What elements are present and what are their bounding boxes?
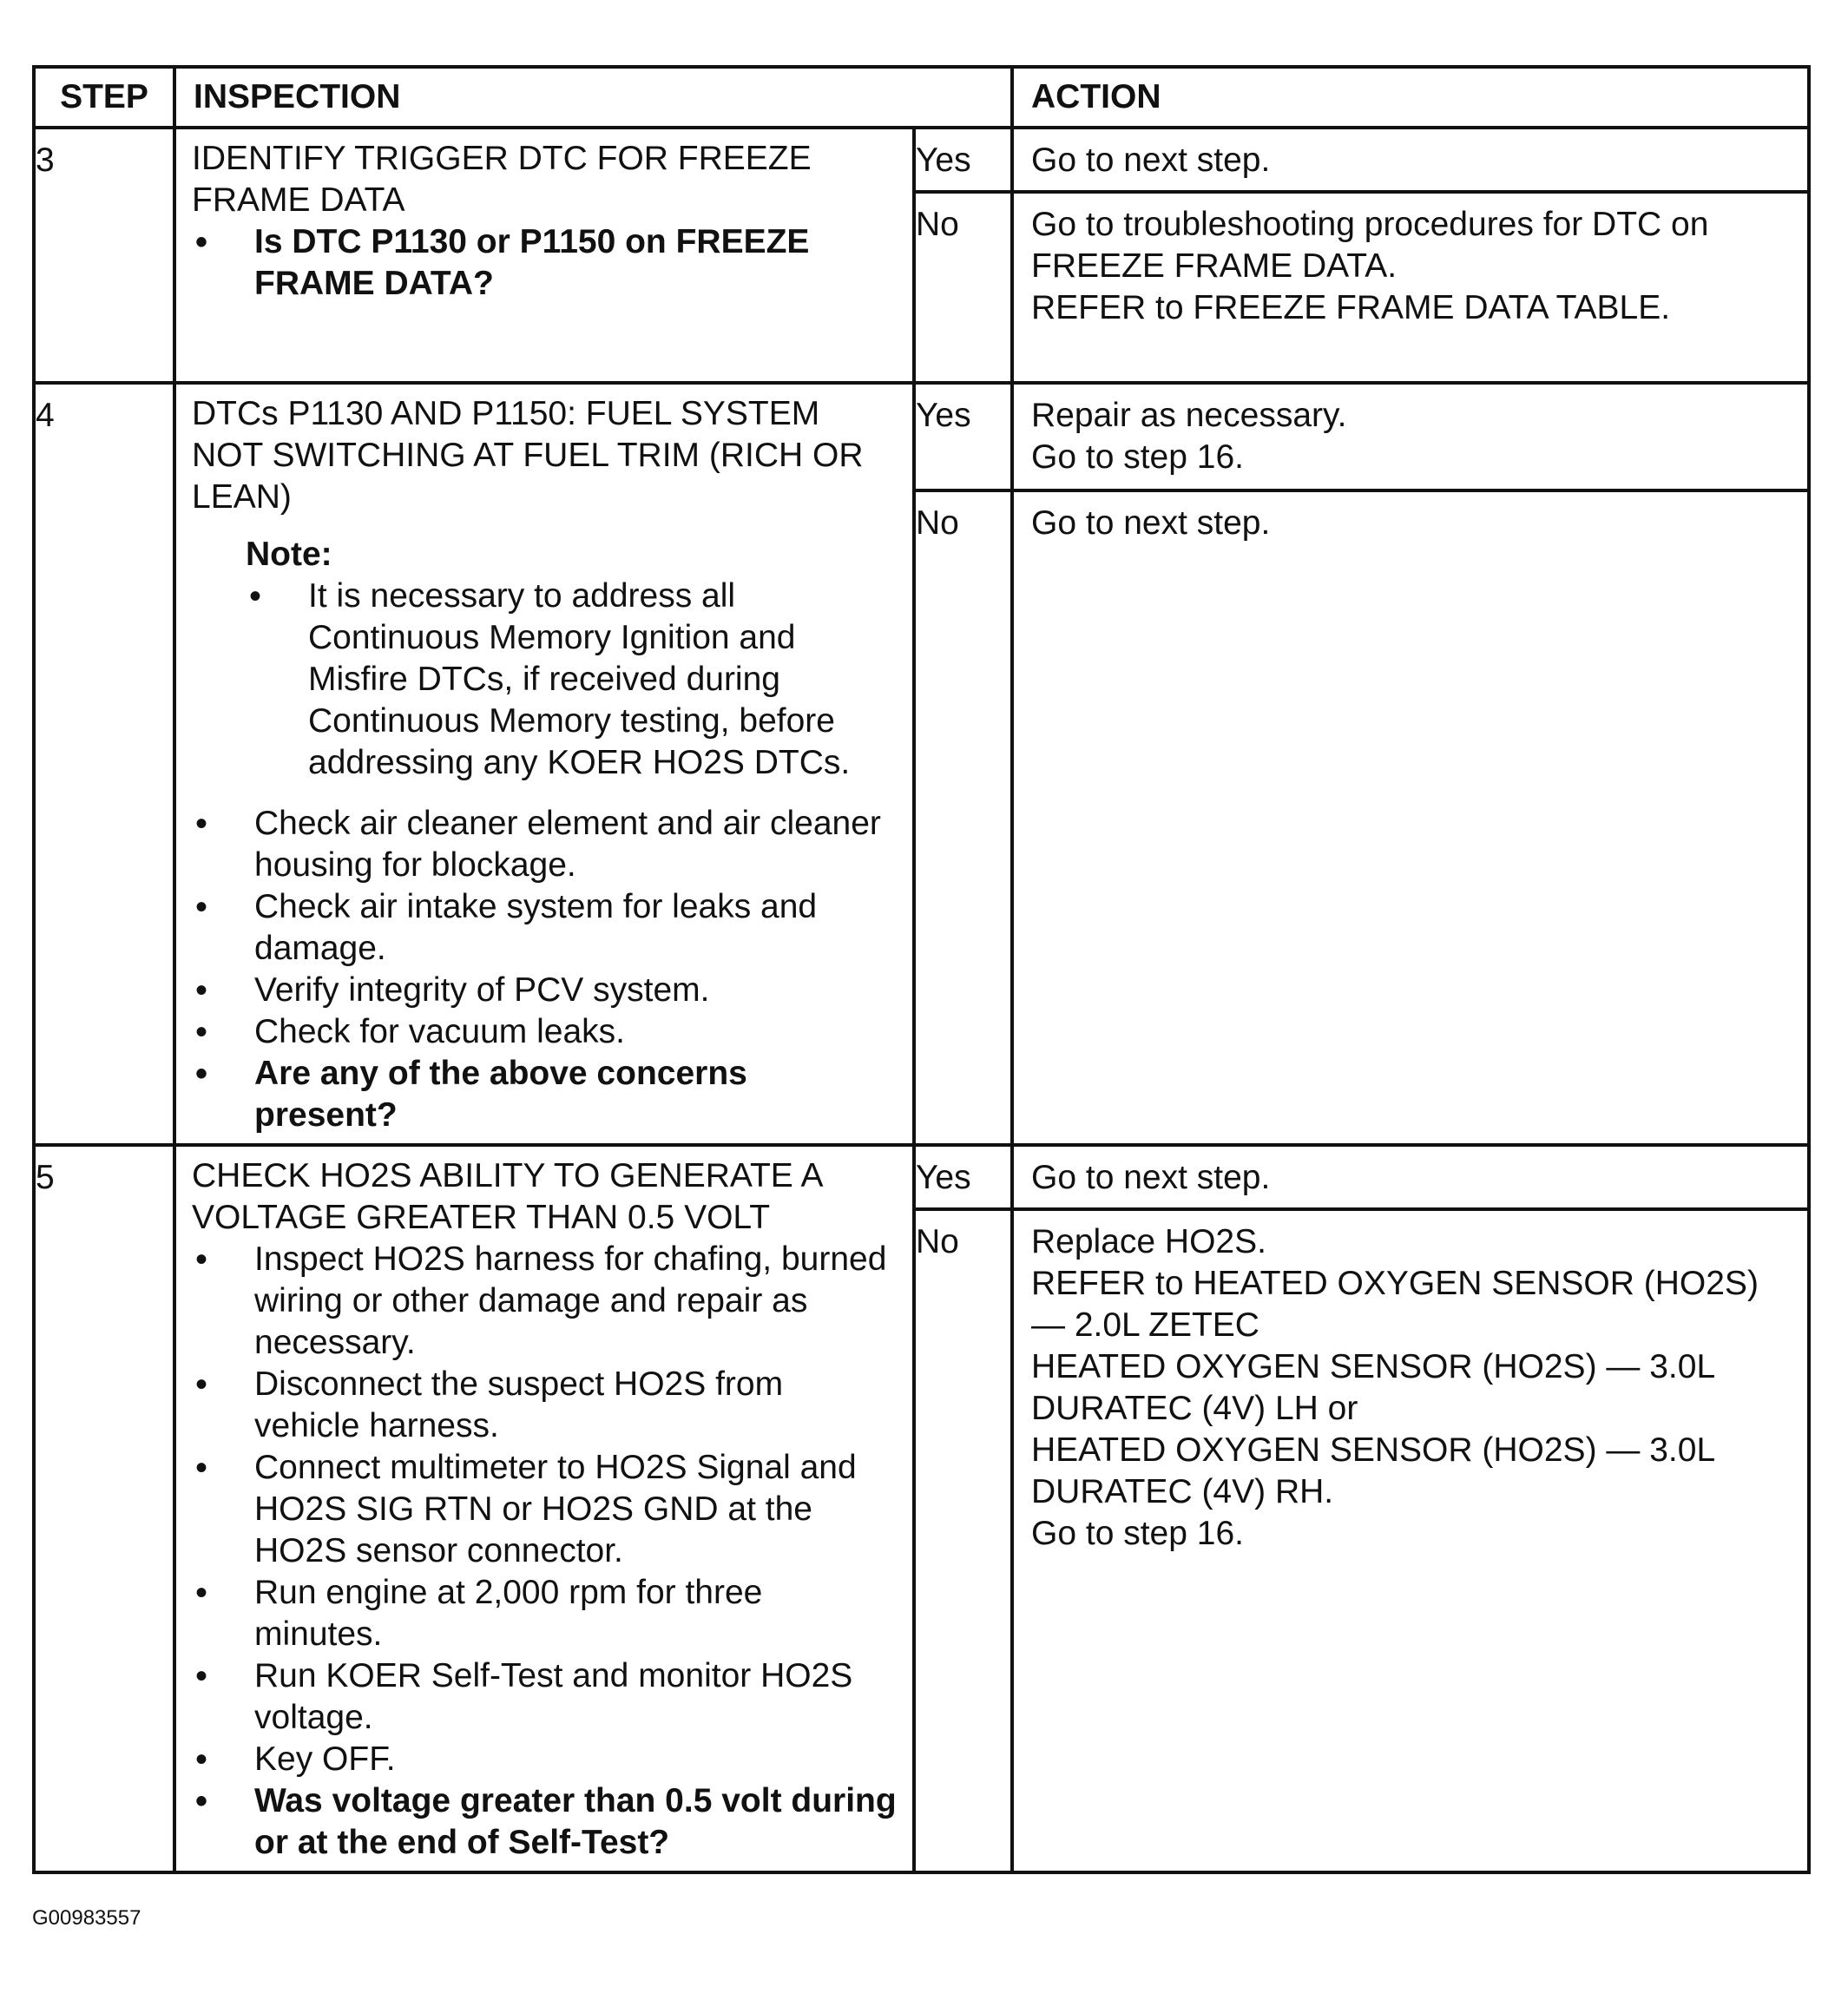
- table-row-step-3-yes: [34, 128, 1809, 192]
- action-line: HEATED OXYGEN SENSOR (HO2S) — 3.0L DURATEC (4V) RH.: [1031, 1431, 1714, 1510]
- bullet-question: • Are any of the above concerns present?: [192, 1053, 897, 1136]
- figure-code: G00983557: [32, 1906, 141, 1930]
- yes-label: Yes: [914, 1145, 1012, 1209]
- table-row-step-4-yes: [34, 383, 1809, 490]
- inspection-cell: [174, 383, 914, 1145]
- bullet-item: • Connect multimeter to HO2S Signal and HO2S SIG RTN or HO2S GND at the HO2S sensor connector.: [192, 1447, 897, 1572]
- step-number: 4: [34, 383, 174, 1145]
- action-line: Go to troubleshooting procedures for DTC on FREEZE FRAME DATA.: [1031, 206, 1709, 285]
- no-label: No: [914, 490, 1012, 1145]
- header-step: STEP: [34, 67, 174, 128]
- no-action: [1012, 192, 1809, 383]
- table-row-step-5-yes: [34, 1145, 1809, 1209]
- header-inspection: INSPECTION: [174, 67, 1012, 128]
- no-label: No: [914, 192, 1012, 383]
- bullet-item: • Check for vacuum leaks.: [192, 1011, 897, 1053]
- no-label: No: [914, 1209, 1012, 1872]
- bullet-item: • Check air intake system for leaks and damage.: [192, 886, 897, 970]
- action-line: Go to step 16.: [1031, 1515, 1244, 1552]
- no-action: [1012, 1209, 1809, 1872]
- header-action: ACTION: [1012, 67, 1809, 128]
- action-line: Go to next step.: [1031, 504, 1271, 542]
- action-line: Go to step 16.: [1031, 438, 1244, 476]
- inspection-bullets: [192, 221, 897, 305]
- yes-action: [1012, 383, 1809, 490]
- action-line: HEATED OXYGEN SENSOR (HO2S) — 3.0L DURATEC (4V) LH or: [1031, 1348, 1714, 1427]
- inspection-bullets: [192, 1239, 897, 1864]
- inspection-bullets: [192, 803, 897, 1136]
- inspection-title: DTCs P1130 AND P1150: FUEL SYSTEM NOT SWITCHING AT FUEL TRIM (RICH OR LEAN): [192, 395, 864, 516]
- no-action: [1012, 490, 1809, 1145]
- bullet-item: • Key OFF.: [192, 1739, 897, 1780]
- bullet-question: • Is DTC P1130 or P1150 on FREEZE FRAME DATA?: [192, 221, 897, 305]
- bullet-item: • Inspect HO2S harness for chafing, burned wiring or other damage and repair as necessary.: [192, 1239, 897, 1364]
- action-line: REFER to HEATED OXYGEN SENSOR (HO2S) — 2.0L ZETEC: [1031, 1265, 1759, 1344]
- note-title: Note:: [246, 536, 332, 573]
- inspection-cell: [174, 1145, 914, 1872]
- yes-action: [1012, 128, 1809, 192]
- bullet-item: • Check air cleaner element and air cleaner housing for blockage.: [192, 803, 897, 886]
- note-block: [246, 534, 897, 784]
- note-bullets: [246, 576, 897, 784]
- bullet-item: • Disconnect the suspect HO2S from vehicle harness.: [192, 1364, 897, 1447]
- action-line: Go to next step.: [1031, 1159, 1271, 1196]
- diagnostic-table: [32, 65, 1811, 1874]
- action-line: Go to next step.: [1031, 141, 1271, 179]
- action-line: REFER to FREEZE FRAME DATA TABLE.: [1031, 289, 1671, 326]
- bullet-question: • Was voltage greater than 0.5 volt during or at the end of Self-Test?: [192, 1780, 897, 1864]
- inspection-title: CHECK HO2S ABILITY TO GENERATE A VOLTAGE GREATER THAN 0.5 VOLT: [192, 1157, 822, 1236]
- bullet-item: • Verify integrity of PCV system.: [192, 970, 897, 1011]
- step-number: 3: [34, 128, 174, 383]
- bullet-item: • Run KOER Self-Test and monitor HO2S voltage.: [192, 1655, 897, 1739]
- yes-action: [1012, 1145, 1809, 1209]
- yes-label: Yes: [914, 383, 1012, 490]
- step-number: 5: [34, 1145, 174, 1872]
- inspection-cell: [174, 128, 914, 383]
- yes-label: Yes: [914, 128, 1012, 192]
- action-line: Replace HO2S.: [1031, 1223, 1266, 1260]
- note-bullet: • It is necessary to address all Continuous Memory Ignition and Misfire DTCs, if received during Continuous Memory testing, before addressing any KOER HO2S DTCs.: [246, 576, 897, 784]
- header-row: [34, 67, 1809, 128]
- inspection-title: IDENTIFY TRIGGER DTC FOR FREEZE FRAME DATA: [192, 140, 812, 219]
- bullet-item: • Run engine at 2,000 rpm for three minutes.: [192, 1572, 897, 1655]
- action-line: Repair as necessary.: [1031, 397, 1347, 434]
